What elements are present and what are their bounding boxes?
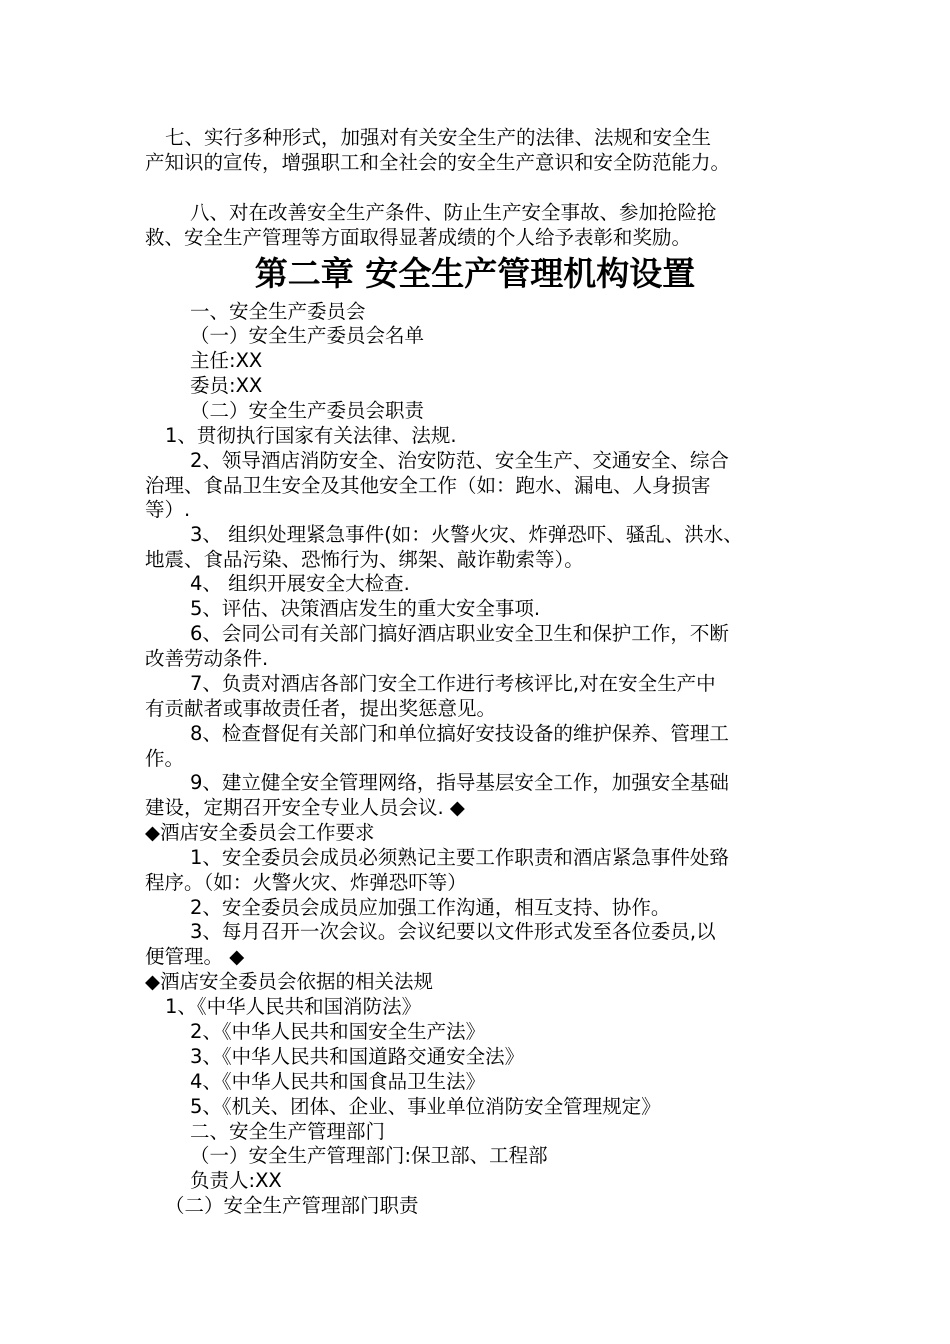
list-item: 3、《中华人民共和国道路交通安全法》: [190, 1045, 525, 1068]
list-item: 7、负责对酒店各部门安全工作进行考核评比,对在安全生产中: [190, 672, 716, 695]
text-line: 改善劳动条件.: [145, 647, 269, 670]
list-item: 8、检查督促有关部门和单位搞好安技设备的维护保养、管理工: [190, 722, 729, 745]
text-line: 作。: [145, 747, 185, 770]
list-item: 4、《中华人民共和国食品卫生法》: [190, 1070, 486, 1093]
list-item: 3、每月召开一次会议。会议纪要以文件形式发至各位委员,以: [190, 920, 716, 943]
text-line: 主任:XX: [190, 349, 263, 372]
text-line: 建设，定期召开安全专业人员会议. ◆: [145, 796, 465, 819]
list-item: 9、建立健全安全管理网络，指导基层安全工作，加强安全基础: [190, 771, 729, 794]
list-item: 4、 组织开展安全大检查.: [190, 572, 410, 595]
paragraph-line: 八、对在改善安全生产条件、防止生产安全事故、参加抢险抢: [190, 201, 717, 224]
subsection-heading: （二）安全生产委员会职责: [190, 399, 425, 422]
list-item: 5、评估、决策酒店发生的重大安全事项.: [190, 597, 541, 620]
section-heading: 二、安全生产管理部门: [190, 1120, 386, 1143]
subsection-heading: （一）安全生产管理部门:保卫部、工程部: [190, 1144, 548, 1167]
text-line: 等）.: [145, 498, 191, 521]
list-item: 1、《中华人民共和国消防法》: [165, 995, 422, 1018]
list-item: 5、《机关、团体、企业、事业单位消防安全管理规定》: [190, 1095, 661, 1118]
list-item: 3、 组织处理紧急事件(如：火警火灾、炸弹恐吓、骚乱、洪水、: [190, 523, 743, 546]
paragraph-line: 救、安全生产管理等方面取得显著成绩的个人给予表彰和奖励。: [145, 226, 692, 249]
text-line: 有贡献者或事故责任者，提出奖惩意见。: [145, 697, 497, 720]
text-line: 便管理。 ◆: [145, 945, 245, 968]
list-item: 2、领导酒店消防安全、治安防范、安全生产、交通安全、综合: [190, 449, 729, 472]
bullet-heading: ◆酒店安全委员会依据的相关法规: [145, 970, 433, 993]
list-item: 2、安全委员会成员应加强工作沟通，相互支持、协作。: [190, 896, 671, 919]
text-line: 委员:XX: [190, 374, 263, 397]
text-line: 地震、食品污染、恐怖行为、绑架、敲诈勒索等）。: [145, 548, 584, 571]
list-item: 6、会同公司有关部门搞好酒店职业安全卫生和保护工作，不断: [190, 622, 729, 645]
text-line: 程序。（如：火警火灾、炸弹恐吓等）: [145, 871, 467, 894]
bullet-heading: ◆酒店安全委员会工作要求: [145, 821, 375, 844]
paragraph-line: 产知识的宣传，增强职工和全社会的安全生产意识和安全防范能力。: [145, 151, 731, 174]
subsection-heading: （二）安全生产管理部门职责: [165, 1194, 419, 1217]
list-item: 1、安全委员会成员必须熟记主要工作职责和酒店紧急事件处臵: [190, 846, 729, 869]
subsection-heading: （一）安全生产委员会名单: [190, 324, 425, 347]
text-line: 治理、食品卫生安全及其他安全工作（如：跑水、漏电、人身损害: [145, 474, 711, 497]
chapter-title: 第二章 安全生产管理机构设置: [254, 254, 696, 293]
list-item: 2、《中华人民共和国安全生产法》: [190, 1020, 486, 1043]
paragraph-line: 七、实行多种形式，加强对有关安全生产的法律、法规和安全生: [165, 126, 712, 149]
section-heading: 一、安全生产委员会: [190, 300, 366, 323]
text-line: 负责人:XX: [190, 1169, 282, 1192]
list-item: 1、贯彻执行国家有关法律、法规.: [165, 424, 457, 447]
